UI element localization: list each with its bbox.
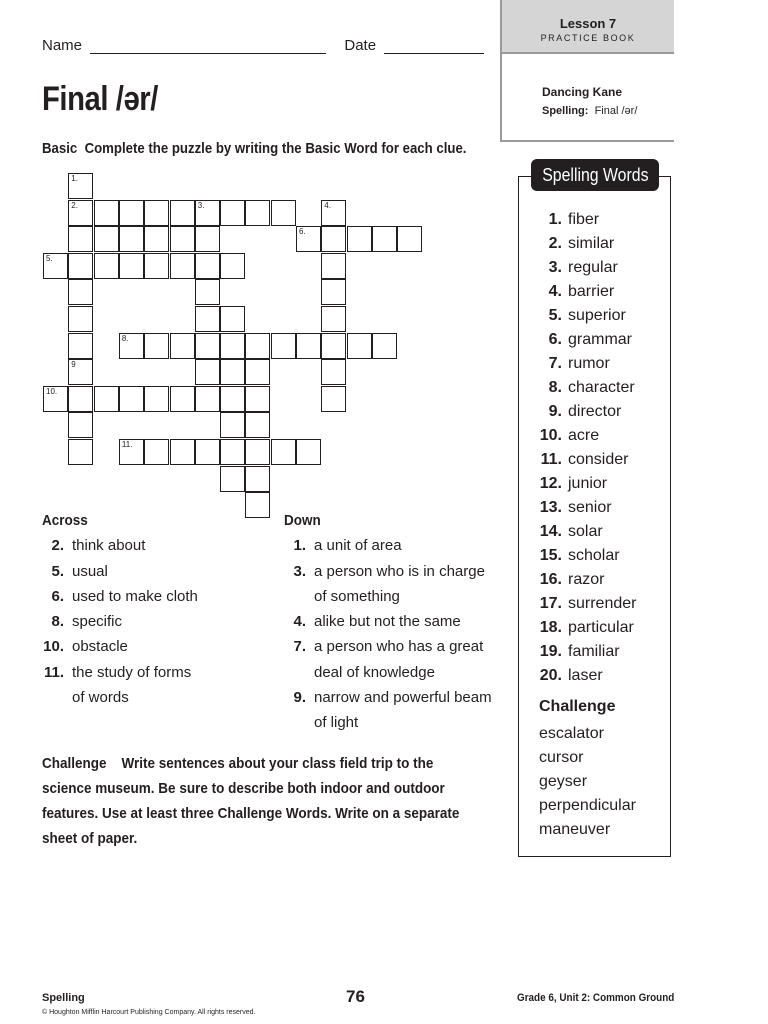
down-heading: Down (284, 512, 321, 529)
down-clue-4 (284, 685, 514, 710)
down-clue-text: a unit of area (314, 537, 402, 555)
spelling-word: surrender (568, 595, 637, 612)
crossword-clue-number: 8. (121, 333, 129, 343)
across-clue-number: 11. (43, 663, 64, 681)
crossword-cell[interactable] (68, 412, 93, 438)
crossword-cell[interactable] (220, 439, 245, 465)
crossword-cell[interactable] (195, 200, 220, 226)
crossword-cell[interactable] (68, 386, 93, 412)
spelling-word: grammar (568, 331, 633, 348)
date-field[interactable] (384, 39, 484, 54)
crossword-cell[interactable] (195, 333, 220, 359)
spelling-word: fiber (568, 211, 600, 228)
crossword-cell[interactable] (245, 200, 270, 226)
challenge-text: Write sentences about your class field trip to the science museum. Be sure to describe both indoor and outdoor features. Use at least three Challenge Words. Write on a separate sheet of paper. (42, 755, 460, 847)
crossword-cell[interactable] (68, 226, 93, 252)
crossword-cell[interactable] (68, 306, 93, 332)
crossword-cell[interactable] (195, 359, 220, 385)
crossword-cell[interactable] (94, 253, 119, 279)
challenge-word: perpendicular (539, 797, 636, 814)
across-clue-number: 6. (51, 587, 64, 605)
page-title: Final /ər/ (42, 80, 158, 118)
crossword-cell[interactable] (119, 253, 144, 279)
across-clue-5-cont (42, 685, 272, 710)
spelling-word-number: 11. (540, 451, 562, 468)
down-clue-text: a person who has a great (314, 638, 484, 656)
down-clue-0 (284, 533, 514, 558)
across-clue-0 (42, 533, 272, 558)
spelling-word: director (568, 403, 622, 420)
down-clue-text: a person who is in charge (314, 562, 485, 580)
crossword-cell[interactable] (220, 333, 245, 359)
across-clue-4 (42, 634, 272, 659)
challenge-word: cursor (539, 749, 584, 766)
crossword-cell[interactable] (119, 226, 144, 252)
crossword-cell[interactable] (195, 253, 220, 279)
crossword-cell[interactable] (170, 226, 195, 252)
crossword-cell[interactable] (347, 333, 372, 359)
crossword-cell[interactable] (195, 279, 220, 305)
spelling-words-list (518, 208, 668, 688)
spelling-word-item (518, 280, 668, 304)
crossword-cell[interactable] (372, 333, 397, 359)
crossword-cell[interactable] (271, 200, 296, 226)
crossword-cell[interactable] (144, 253, 169, 279)
crossword-cell[interactable] (321, 359, 346, 385)
spelling-word-item (518, 376, 668, 400)
name-label: Name (42, 37, 83, 54)
spelling-word-number: 15. (539, 547, 562, 564)
spelling-word: character (568, 379, 635, 396)
across-clues (42, 508, 272, 710)
down-clue-text: narrow and powerful beam (314, 689, 492, 707)
crossword-cell[interactable] (144, 333, 169, 359)
crossword-cell[interactable] (119, 386, 144, 412)
crossword-cell[interactable] (94, 226, 119, 252)
down-clue-1 (284, 559, 514, 584)
crossword-cell[interactable] (220, 386, 245, 412)
crossword-cell[interactable] (68, 359, 93, 385)
challenge-label: Challenge (42, 755, 107, 772)
across-clue-text: of words (72, 689, 129, 707)
down-clue-text: of light (314, 714, 359, 732)
spelling-word-number: 6. (548, 331, 562, 348)
basic-label: Basic (42, 140, 78, 157)
crossword-clue-number: 6. (299, 227, 306, 237)
spelling-word: consider (568, 451, 629, 468)
spelling-word: similar (568, 235, 615, 252)
crossword-clue-number: 4. (324, 200, 331, 210)
down-clue-number: 9. (293, 689, 306, 707)
spelling-word-item (518, 592, 668, 616)
crossword-cell[interactable] (144, 386, 169, 412)
crossword-cell[interactable] (321, 333, 346, 359)
spelling-word-number: 7. (548, 355, 562, 372)
spelling-word-number: 16. (539, 571, 562, 588)
crossword-cell[interactable] (245, 439, 270, 465)
crossword-cell[interactable] (245, 412, 270, 438)
crossword-cell[interactable] (271, 439, 296, 465)
spelling-word-number: 20. (539, 667, 562, 684)
spelling-word: solar (568, 523, 603, 540)
crossword-cell[interactable] (170, 439, 195, 465)
crossword-cell[interactable] (94, 386, 119, 412)
crossword-cell[interactable] (68, 279, 93, 305)
crossword-cell[interactable] (170, 333, 195, 359)
spelling-word-item (518, 352, 668, 376)
crossword-cell[interactable] (144, 226, 169, 252)
down-clue-text: of something (314, 587, 400, 605)
across-clue-3 (42, 609, 272, 634)
lesson-title: Lesson 7 (559, 16, 617, 31)
down-clue-text: alike but not the same (314, 613, 461, 631)
crossword-cell[interactable] (397, 226, 422, 252)
spelling-word-number: 19. (539, 643, 562, 660)
spelling-word-item (518, 304, 668, 328)
crossword-cell[interactable] (321, 306, 346, 332)
challenge-word: escalator (539, 725, 604, 742)
spelling-word-number: 8. (548, 379, 562, 396)
crossword-cell[interactable] (245, 466, 270, 492)
story-title: Dancing Kane (542, 85, 623, 99)
down-clue-number: 7. (293, 638, 306, 656)
spelling-topic: Spelling: Final /ər/ (542, 105, 638, 117)
spelling-word: laser (568, 667, 603, 684)
down-clues (284, 508, 514, 736)
spelling-word-number: 17. (539, 595, 562, 612)
crossword-cell[interactable] (170, 253, 195, 279)
basic-instruction (42, 140, 466, 157)
spelling-word-number: 14. (539, 523, 562, 540)
across-clue-text: the study of forms (72, 663, 192, 681)
date-label: Date (344, 37, 377, 54)
down-clue-1-cont (284, 584, 514, 609)
down-clue-3 (284, 634, 514, 659)
footer-unit: Grade 6, Unit 2: Common Ground (517, 992, 675, 1004)
spelling-word-number: 2. (548, 235, 562, 252)
spelling-word-item (518, 616, 668, 640)
crossword-cell[interactable] (245, 386, 270, 412)
crossword-cell[interactable] (144, 439, 169, 465)
spelling-word-number: 18. (539, 619, 562, 636)
down-clue-4-cont (284, 710, 514, 735)
spelling-word-item (518, 328, 668, 352)
spelling-word: familiar (568, 643, 620, 660)
spelling-word: scholar (568, 547, 620, 564)
spelling-word-item (518, 520, 668, 544)
across-clue-2 (42, 584, 272, 609)
spelling-word: acre (568, 427, 600, 444)
crossword-cell[interactable] (321, 386, 346, 412)
crossword-cell[interactable] (321, 279, 346, 305)
crossword-cell[interactable] (170, 386, 195, 412)
crossword-cell[interactable] (170, 200, 195, 226)
crossword-cell[interactable] (195, 386, 220, 412)
spelling-word-number: 1. (548, 211, 562, 228)
crossword-cell[interactable] (220, 359, 245, 385)
practice-book-label: PRACTICE BOOK (540, 33, 636, 43)
across-clue-number: 2. (51, 537, 64, 555)
across-clue-number: 10. (43, 638, 64, 656)
challenge-words-list (539, 722, 636, 842)
crossword-cell[interactable] (245, 359, 270, 385)
spelling-word-item (518, 496, 668, 520)
crossword-clue-number: 1. (71, 174, 78, 183)
spelling-word: barrier (568, 283, 615, 300)
crossword-cell[interactable] (68, 439, 93, 465)
across-clue-text: think about (72, 537, 146, 555)
spelling-word-item (518, 568, 668, 592)
crossword-cell[interactable] (321, 253, 346, 279)
crossword-cell[interactable] (144, 200, 169, 226)
across-clue-text: used to make cloth (72, 587, 198, 605)
crossword-cell[interactable] (296, 226, 321, 252)
spelling-word: razor (568, 571, 605, 588)
challenge-word: maneuver (539, 821, 611, 838)
spelling-word-item (518, 424, 668, 448)
spelling-word-number: 3. (548, 259, 562, 276)
spelling-word: regular (568, 259, 618, 276)
name-date-line (42, 37, 484, 54)
spelling-word-item (518, 664, 668, 688)
spelling-word-number: 5. (548, 307, 562, 324)
down-clue-number: 4. (293, 613, 306, 631)
crossword-clue-number: 2. (71, 200, 78, 210)
footer-copyright: © Houghton Mifflin Harcourt Publishing Company. All rights reserved. (42, 1009, 256, 1016)
crossword-cell[interactable] (296, 333, 321, 359)
across-clue-5 (42, 660, 272, 685)
spelling-word-number: 9. (548, 403, 562, 420)
crossword-cell[interactable] (220, 200, 245, 226)
spelling-word-number: 4. (548, 283, 562, 300)
spelling-word-item (518, 208, 668, 232)
across-clue-text: obstacle (72, 638, 128, 656)
crossword-cell[interactable] (68, 173, 93, 199)
down-clue-number: 3. (293, 562, 306, 580)
crossword-cell[interactable] (43, 253, 68, 279)
spelling-word: senior (568, 499, 612, 516)
crossword-cell[interactable] (245, 333, 270, 359)
spelling-word: superior (568, 307, 626, 324)
crossword-cell[interactable] (296, 439, 321, 465)
crossword-cell[interactable] (195, 306, 220, 332)
spelling-word-item (518, 232, 668, 256)
across-heading: Across (42, 512, 88, 529)
challenge-words-heading: Challenge (539, 698, 616, 715)
spelling-word-item (518, 640, 668, 664)
across-clue-text: usual (72, 562, 108, 580)
spelling-word: particular (568, 619, 634, 636)
page-number: 76 (346, 987, 365, 1006)
spelling-word-item (518, 448, 668, 472)
crossword-cell[interactable] (372, 226, 397, 252)
across-clue-number: 5. (51, 562, 64, 580)
crossword-cell[interactable] (119, 200, 144, 226)
crossword-cell[interactable] (68, 253, 93, 279)
spelling-word: junior (568, 475, 608, 492)
crossword-clue-number: 11. (121, 440, 133, 449)
challenge-paragraph (42, 751, 465, 851)
crossword-cell[interactable] (220, 412, 245, 438)
across-clue-text: specific (72, 613, 123, 631)
crossword-cell[interactable] (220, 466, 245, 492)
spelling-word-item (518, 472, 668, 496)
crossword-cell[interactable] (43, 386, 68, 412)
crossword-cell[interactable] (220, 253, 245, 279)
spelling-word-item (518, 256, 668, 280)
crossword-clue-number: 3. (197, 200, 205, 210)
spelling-words-heading: Spelling Words (531, 159, 659, 191)
crossword-clue-number: 9 (71, 360, 76, 370)
name-field[interactable] (90, 39, 326, 54)
down-clue-2 (284, 609, 514, 634)
crossword-clue-number: 10. (46, 386, 58, 396)
crossword-cell[interactable] (195, 226, 220, 252)
lesson-header (500, 0, 674, 54)
crossword-cell[interactable] (321, 200, 346, 226)
down-clue-number: 1. (293, 537, 306, 555)
across-clue-1 (42, 559, 272, 584)
down-clue-3-cont (284, 660, 514, 685)
crossword-cell[interactable] (271, 333, 296, 359)
crossword-cell[interactable] (68, 333, 93, 359)
crossword-cell[interactable] (321, 226, 346, 252)
spelling-word-number: 10. (539, 427, 562, 444)
challenge-word: geyser (539, 773, 588, 790)
spelling-word-item (518, 400, 668, 424)
crossword-cell[interactable] (119, 439, 144, 465)
crossword-cell[interactable] (220, 306, 245, 332)
spelling-word-number: 13. (539, 499, 562, 516)
down-clue-text: deal of knowledge (314, 663, 435, 681)
across-clue-number: 8. (51, 613, 64, 631)
crossword-cell[interactable] (119, 333, 144, 359)
crossword-cell[interactable] (68, 200, 93, 226)
lesson-info (500, 52, 674, 142)
spelling-word: rumor (568, 355, 610, 372)
crossword-cell[interactable] (195, 439, 220, 465)
crossword-cell[interactable] (347, 226, 372, 252)
basic-text: Complete the puzzle by writing the Basic Word for each clue. (84, 140, 467, 157)
crossword-clue-number: 5. (46, 253, 53, 263)
spelling-word-number: 12. (539, 475, 562, 492)
footer-subject: Spelling (42, 992, 85, 1004)
spelling-word-item (518, 544, 668, 568)
crossword-cell[interactable] (94, 200, 119, 226)
